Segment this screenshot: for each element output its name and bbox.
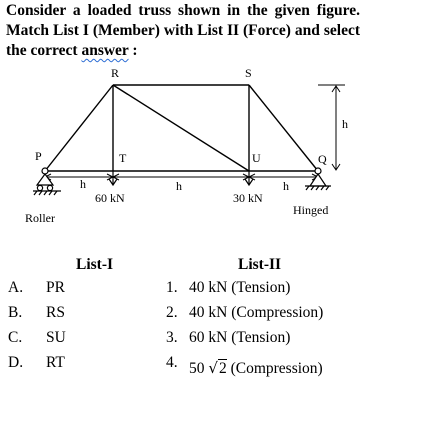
node-label-t: T <box>119 151 127 165</box>
dimension-h-rightspan: h <box>283 179 289 193</box>
member-name: RT <box>46 354 65 371</box>
member-name: SU <box>46 329 66 346</box>
option-letter: C. <box>8 329 23 346</box>
option-letter: B. <box>8 304 23 321</box>
node-label-r: R <box>111 66 120 80</box>
support-label-hinged: Hinged <box>293 203 329 217</box>
list2-number: 4. <box>166 354 178 371</box>
list2-number: 2. <box>166 304 178 321</box>
load-label-60kn: 60 kN <box>95 191 125 205</box>
list2-heading: List-II <box>238 256 282 273</box>
force-coefficient: 50 <box>189 360 205 377</box>
match-row <box>0 327 426 349</box>
force-value: 40 kN (Compression) <box>189 304 324 321</box>
spellcheck-word: answer <box>81 42 129 59</box>
load-label-30kn: 30 kN <box>233 191 263 205</box>
option-letter: A. <box>8 279 24 296</box>
sqrt-symbol: √ <box>208 359 218 377</box>
truss-members <box>45 85 318 171</box>
force-type: (Compression) <box>226 360 323 377</box>
member-ru <box>113 85 249 171</box>
node-label-u: U <box>252 151 261 165</box>
list1-heading: List-I <box>76 256 114 273</box>
question-text-end: : <box>128 42 138 59</box>
member-name: RS <box>46 304 65 321</box>
dimension-h-right: h <box>342 117 348 131</box>
list2-number: 3. <box>166 329 178 346</box>
list2-number: 1. <box>166 279 178 296</box>
member-name: PR <box>46 279 65 296</box>
sqrt-radicand: 2 <box>218 360 227 377</box>
member-pr <box>45 85 113 171</box>
option-letter: D. <box>8 354 24 371</box>
match-row <box>0 352 426 377</box>
truss-figure <box>0 60 426 240</box>
force-value: 60 kN (Tension) <box>189 329 291 346</box>
question-text-part: Consider a loaded truss shown in the given figure. Match List I (Member) with List II (Force) and select the correct <box>6 2 360 59</box>
dimension-h-middle: h <box>176 179 182 193</box>
match-row <box>0 277 426 299</box>
match-row <box>0 302 426 324</box>
node-label-s: S <box>245 66 252 80</box>
force-value <box>189 357 323 380</box>
force-value: 40 kN (Tension) <box>189 279 291 296</box>
dimension-h-left: h <box>80 177 86 191</box>
support-label-roller: Roller <box>25 211 55 225</box>
node-label-q: Q <box>318 152 327 166</box>
question-text <box>6 1 360 61</box>
node-label-p: P <box>35 149 42 163</box>
roller-support <box>33 168 61 195</box>
